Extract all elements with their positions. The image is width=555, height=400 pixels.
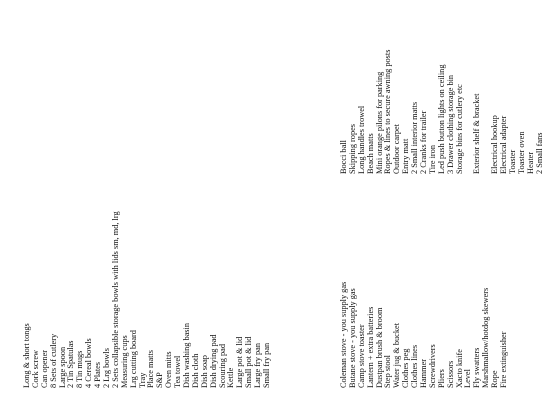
list-item: Pliers bbox=[436, 369, 446, 388]
list-item: Ropes & lines to secure awning posts bbox=[383, 49, 393, 174]
list-item: 2 Sets collapsible storage bowls with lids sm, md, lrg bbox=[110, 211, 120, 388]
list-item: Dish drying pad bbox=[208, 334, 218, 388]
list-item: Exterior shelf & bracket bbox=[472, 93, 482, 174]
list-item: Large spoon bbox=[57, 346, 67, 388]
list-item: Heater bbox=[525, 151, 535, 174]
list-item: Long handles trowel bbox=[356, 105, 366, 174]
list-item: Electrical hookup bbox=[490, 115, 500, 174]
list-item: Tire iron bbox=[427, 145, 437, 174]
list-item: Camp stove toaster bbox=[356, 324, 366, 388]
list-item: 3 Drawer clothing storage bin bbox=[445, 74, 455, 174]
camp-gear-inventory-column bbox=[340, 282, 509, 388]
list-item: Outdoor carpet bbox=[392, 124, 402, 174]
list-item: Scissors bbox=[445, 360, 455, 388]
list-item: S&P bbox=[155, 372, 165, 388]
list-item: Lrg cutting board bbox=[128, 330, 138, 388]
kitchen-inventory-column bbox=[23, 211, 272, 388]
list-item: Level bbox=[463, 369, 473, 388]
list-item: 2 Lrg bowls bbox=[102, 348, 112, 388]
list-item: Coleman stove - you supply gas bbox=[339, 281, 348, 388]
list-item: Storage bins for cutlery etc bbox=[454, 84, 464, 174]
list-item: Large pot & lid bbox=[235, 336, 245, 388]
list-item: Dustpan brush & broom bbox=[374, 307, 384, 388]
list-item: Can opener bbox=[39, 349, 49, 388]
list-item: 2 Small interior matts bbox=[410, 101, 420, 174]
list-item: Dish cloth bbox=[190, 353, 200, 388]
list-item: Step stool bbox=[383, 355, 393, 388]
list-item: Marshmallow/hotdog skewers bbox=[481, 287, 491, 388]
outdoor-equipment-inventory-column bbox=[340, 50, 544, 174]
list-item: Lantern + extra batteries bbox=[365, 306, 375, 388]
list-item: Fly swatters bbox=[472, 347, 482, 388]
list-item: Cork screw bbox=[30, 349, 40, 388]
list-item: Bocci ball bbox=[339, 140, 348, 174]
list-item: 2 Small fans bbox=[534, 132, 544, 174]
list-item: 8 Sets of cutlery bbox=[48, 333, 58, 388]
list-item: 8 Tin mugs bbox=[75, 350, 85, 388]
list-item: Small pot & lid bbox=[244, 336, 254, 388]
list-item: Large fry pan bbox=[253, 343, 263, 388]
list-item: Entry matt bbox=[401, 138, 411, 174]
list-item: Long & short tongs bbox=[22, 323, 31, 388]
list-item: Dish soap bbox=[199, 355, 209, 388]
list-item: Hammer bbox=[419, 358, 429, 388]
list-item: Skipping ropes bbox=[347, 123, 357, 174]
list-item: 2 Tin Spatulas bbox=[66, 340, 76, 388]
list-item: Screwdrivers bbox=[427, 344, 437, 388]
list-item: Mini orange pilons for parking bbox=[374, 71, 384, 174]
list-item: 4 Cereal bowls bbox=[84, 338, 94, 388]
list-item: Measuring cups bbox=[119, 335, 129, 388]
list-item: Oven mitts bbox=[164, 351, 174, 388]
list-item: Fire extinguisher bbox=[499, 331, 509, 388]
list-item: Clothes lines bbox=[410, 344, 420, 388]
list-item: Clothes peg bbox=[401, 348, 411, 388]
list-item: Tea towel bbox=[173, 355, 183, 388]
list-item: Scouring pad bbox=[217, 343, 227, 388]
list-item: 2 Cranks for trailer bbox=[419, 110, 429, 174]
list-item: Xacto knife bbox=[454, 349, 464, 388]
list-item: Kettle bbox=[226, 367, 236, 388]
list-item: Dish washing basin bbox=[182, 323, 192, 388]
list-item: Led push button lights on ceiling bbox=[436, 64, 446, 174]
list-item: Toaster oven bbox=[516, 131, 526, 174]
list-item: Place matts bbox=[146, 349, 156, 388]
list-item: Small fry pan bbox=[262, 342, 272, 388]
list-item: Tray bbox=[137, 372, 147, 388]
list-item: Toaster bbox=[507, 149, 517, 174]
list-item: Beach matts bbox=[365, 133, 375, 174]
list-item: Electrical adapter bbox=[499, 115, 509, 174]
list-item: Water jug & bucket bbox=[392, 323, 402, 388]
list-item: Butane stove - you supply gas bbox=[347, 288, 357, 388]
list-item: 4 Plates bbox=[93, 361, 103, 388]
list-item: Rope bbox=[490, 370, 500, 388]
